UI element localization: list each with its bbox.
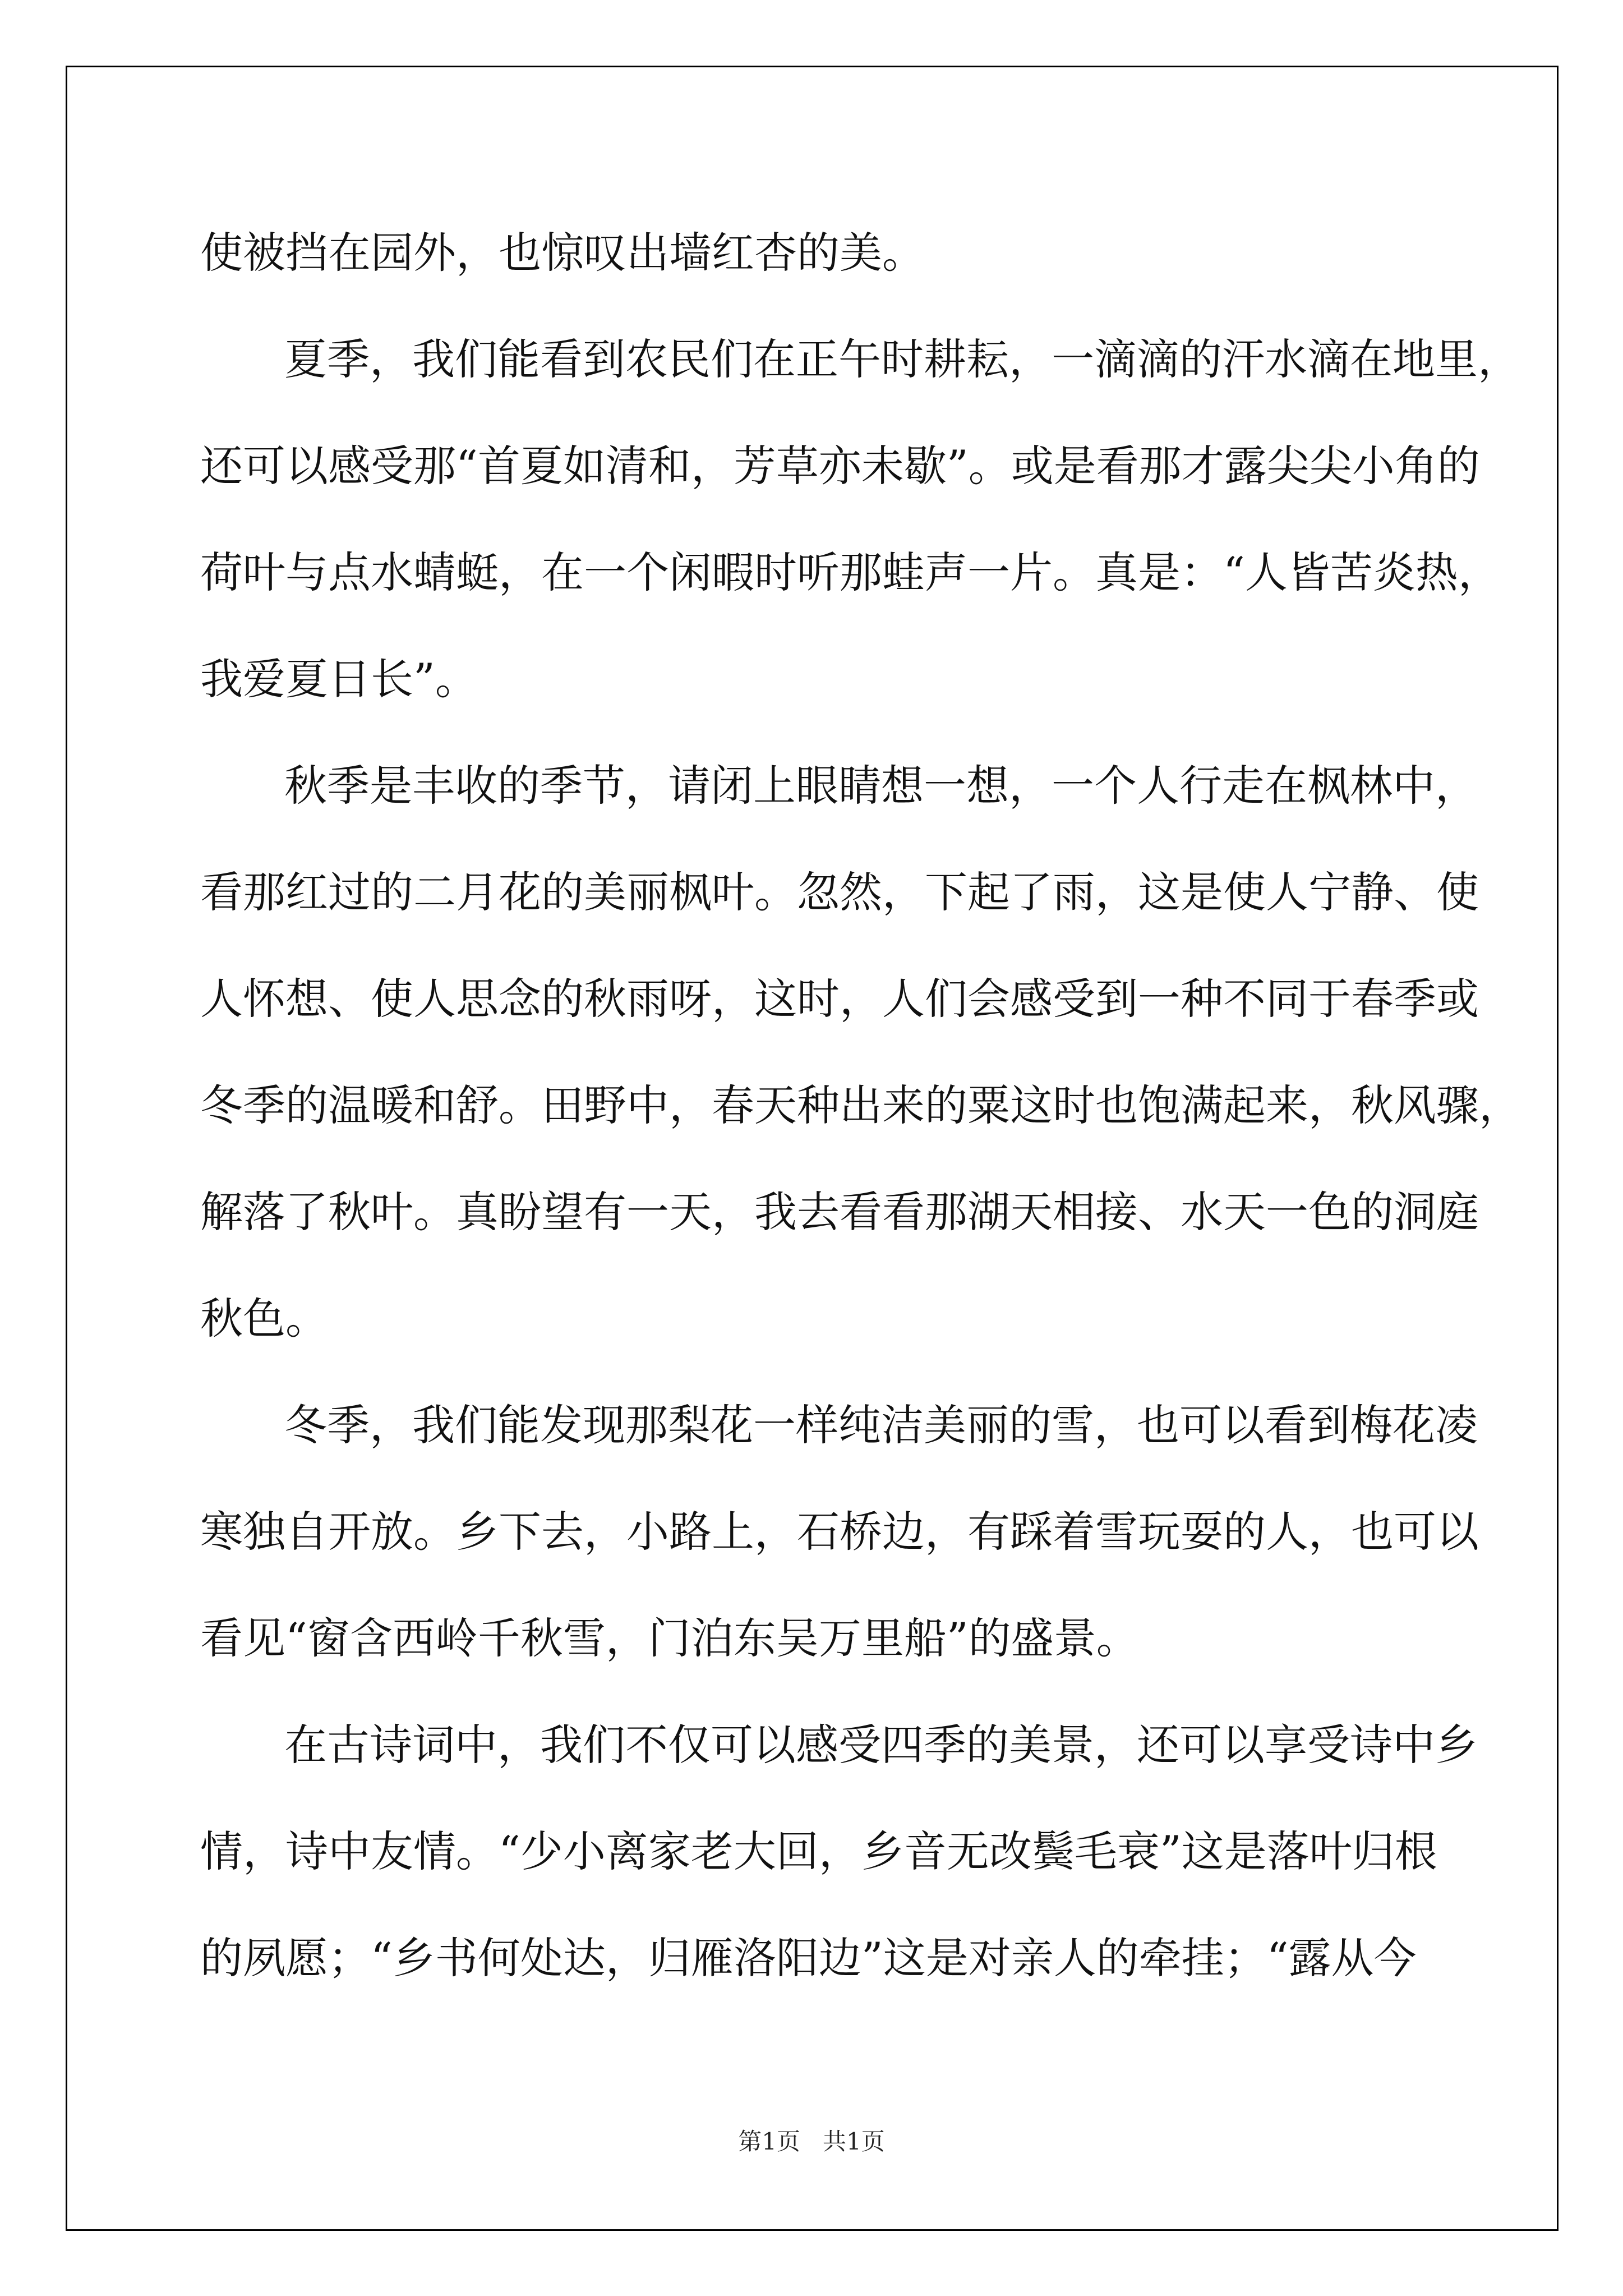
- text-line: 夏季，我们能看到农民们在正午时耕耘，一滴滴的汗水滴在地里，: [284, 334, 1520, 384]
- text-line: 秋季是丰收的季节，请闭上眼睛想一想，一个人行走在枫林中，: [284, 761, 1478, 811]
- text-line: 我爱夏日长”。: [200, 654, 478, 704]
- text-line: 人怀想、使人思念的秋雨呀，这时，人们会感受到一种不同于春季或: [200, 974, 1479, 1024]
- text-line: 冬季的温暖和舒。田野中，春天种出来的粟这时也饱满起来，秋风骤，: [200, 1080, 1521, 1130]
- page-footer: [0, 2123, 1623, 2157]
- text-line: 使被挡在园外，也惊叹出墙红杏的美。: [200, 228, 925, 278]
- text-line: 情，诗中友情。“少小离家老大回，乡音无改鬓毛衰”这是落叶归根: [200, 1826, 1437, 1876]
- text-line: 还可以感受那“首夏如清和，芳草亦未歇”。或是看那才露尖尖小角的: [200, 441, 1480, 491]
- page-total: 共1页: [823, 2128, 885, 2155]
- text-line: 解落了秋叶。真盼望有一天，我去看看那湖天相接、水天一色的洞庭: [200, 1187, 1479, 1237]
- text-line: 冬季，我们能发现那梨花一样纯洁美丽的雪，也可以看到梅花凌: [284, 1400, 1478, 1450]
- document-body: [200, 211, 1521, 2023]
- text-line: 秋色。: [200, 1294, 328, 1343]
- text-line: 寒独自开放。乡下去，小路上，石桥边，有踩着雪玩耍的人，也可以: [200, 1507, 1479, 1557]
- text-line: 的夙愿；“乡书何处达，归雁洛阳边”这是对亲人的牵挂；“露从今: [200, 1933, 1417, 1983]
- text-line: 看那红过的二月花的美丽枫叶。忽然，下起了雨，这是使人宁静、使: [200, 867, 1479, 917]
- text-line: 在古诗词中，我们不仅可以感受四季的美景，还可以享受诗中乡: [284, 1720, 1478, 1770]
- text-line: 荷叶与点水蜻蜓，在一个闲暇时听那蛙声一片。真是：“人皆苦炎热，: [200, 547, 1501, 597]
- page-number: 第1页: [738, 2128, 800, 2155]
- text-line: 看见“窗含西岭千秋雪，门泊东吴万里船”的盛景。: [200, 1613, 1139, 1663]
